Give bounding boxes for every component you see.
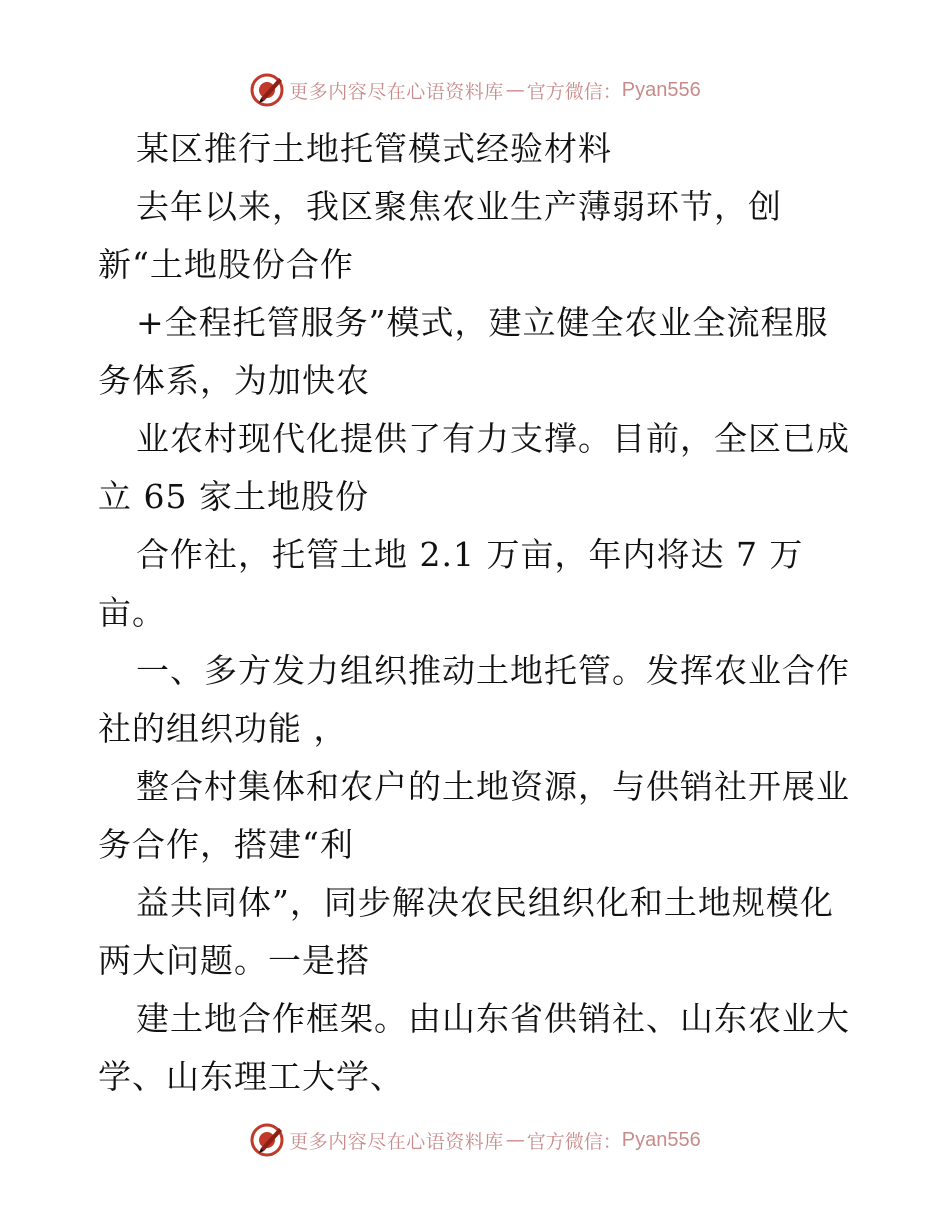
text-line: 立 65 家土地股份 <box>98 477 369 516</box>
watermark-wechat-id: Pyan556 <box>621 1128 701 1151</box>
pen-logo-icon <box>249 1122 285 1158</box>
watermark-dash: — <box>505 79 525 101</box>
watermark-wechat-id: Pyan556 <box>621 78 701 101</box>
text-line: 整合村集体和农户的土地资源，与供销社开展业 <box>136 767 850 806</box>
document-body <box>98 120 858 1106</box>
text-line: 益共同体”，同步解决农民组织化和土地规模化 <box>136 883 834 922</box>
text-line: 社的组织功能 ， <box>98 709 348 748</box>
text-line: 新“土地股份合作 <box>98 245 354 284</box>
document-title: 某区推行土地托管模式经验材料 <box>136 129 612 168</box>
watermark-site-text: 更多内容尽在心语资料库 <box>289 80 504 103</box>
text-line: 学、山东理工大学、 <box>98 1057 404 1096</box>
text-line: 两大问题。一是搭 <box>98 941 370 980</box>
watermark-wechat-label: 官方微信： <box>526 80 622 103</box>
footer-watermark <box>0 1120 950 1160</box>
text-line: 一、多方发力组织推动土地托管。发挥农业合作 <box>136 651 850 690</box>
watermark-wechat-label: 官方微信： <box>526 1130 622 1153</box>
pen-logo-icon <box>249 72 285 108</box>
text-line: 建土地合作框架。由山东省供销社、山东农业大 <box>136 999 850 1038</box>
text-line: 合作社，托管土地 2.1 万亩，年内将达 7 万 <box>136 535 804 574</box>
watermark-dash: — <box>505 1129 525 1151</box>
header-watermark <box>0 70 950 110</box>
text-line: +全程托管服务”模式，建立健全农业全流程服 <box>136 303 829 342</box>
text-line: 业农村现代化提供了有力支撑。目前，全区已成 <box>136 419 850 458</box>
watermark-site-text: 更多内容尽在心语资料库 <box>289 1130 504 1153</box>
text-line: 亩。 <box>98 593 166 632</box>
text-line: 务合作，搭建“利 <box>98 825 354 864</box>
text-line: 去年以来，我区聚焦农业生产薄弱环节，创 <box>136 187 782 226</box>
text-line: 务体系，为加快农 <box>98 361 370 400</box>
